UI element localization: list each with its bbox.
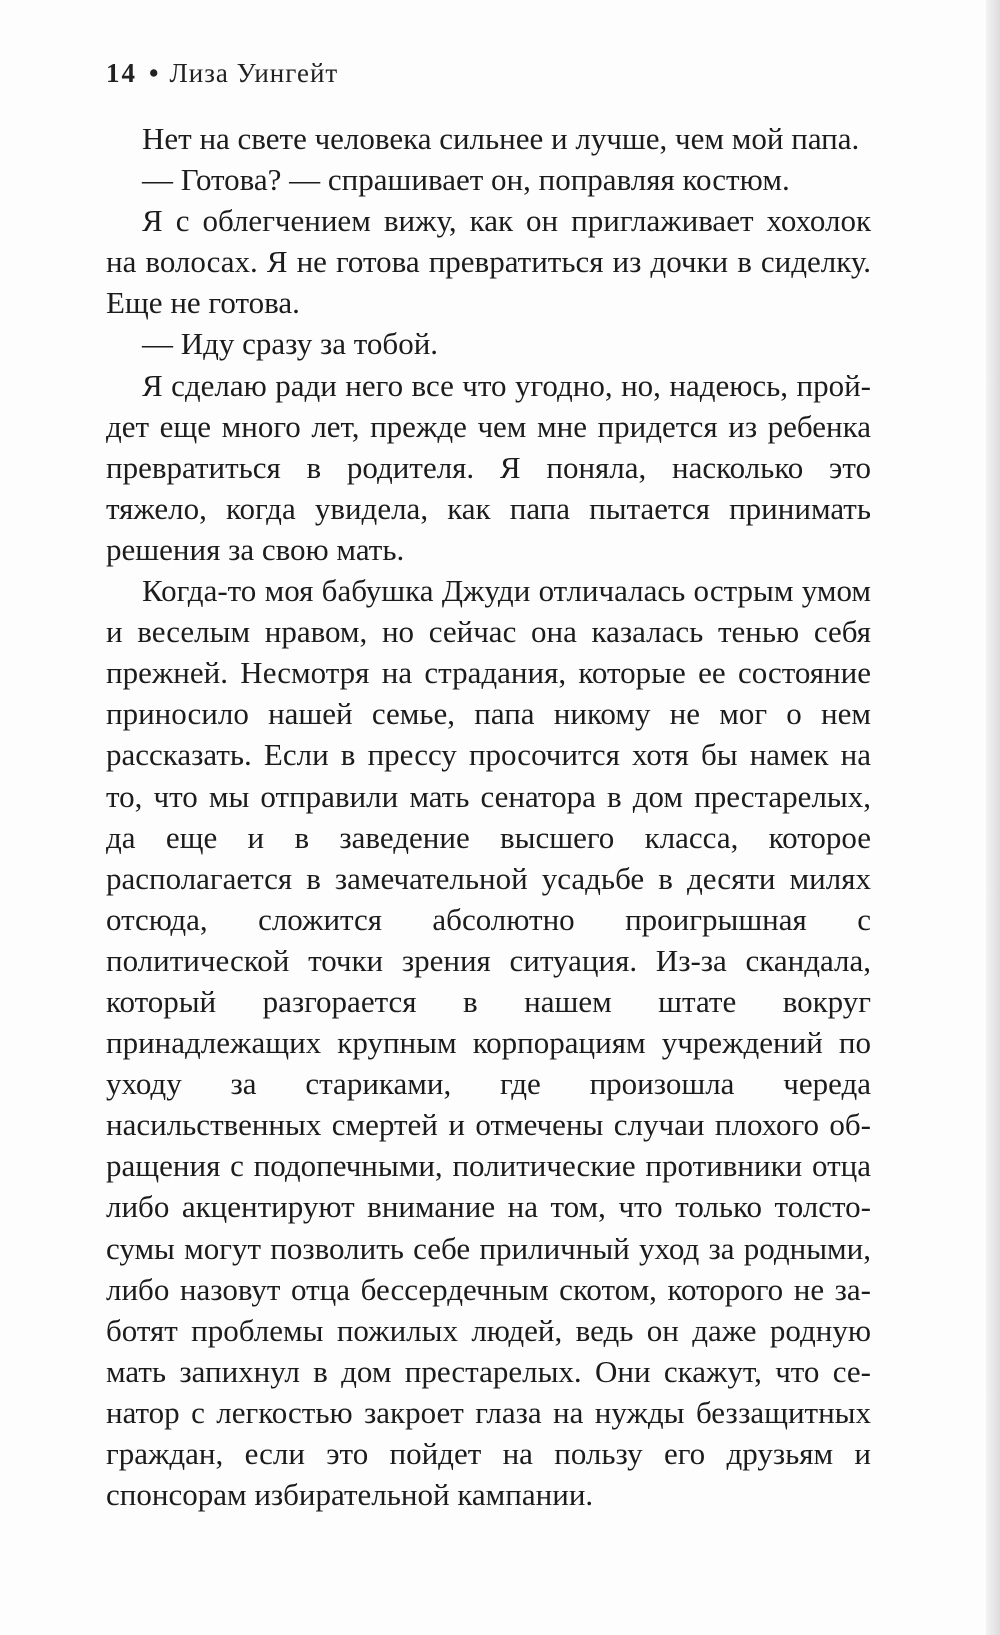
paragraph: Я сделаю ради него все что угодно, но, надеюсь, пройдет еще много лет, прежде чем мне придется из ребенка превратиться в родителя. Я поняла, насколько это тяжело, когда увидела, как папа пытается принимать решения за свою мать. <box>106 367 871 567</box>
page-edge-shadow <box>986 0 1000 1635</box>
author-name: Лиза Уингейт <box>169 58 339 88</box>
paragraph: — Готова? — спрашивает он, поправляя костюм. <box>142 162 790 198</box>
running-head <box>106 58 338 89</box>
paragraph: Я с облегчением вижу, как он приглаживает хохолок на волосах. Я не готова превратиться из дочки в сиделку. Еще не готова. <box>106 203 871 321</box>
page-number: 14 <box>106 58 137 88</box>
header-separator: • <box>149 58 160 88</box>
body-text <box>106 118 871 1515</box>
paragraph: — Иду сразу за тобой. <box>142 326 439 362</box>
paragraph: Нет на свете человека сильнее и лучше, чем мой папа. <box>142 121 860 156</box>
paragraph: Когда-то моя бабушка Джуди отличалась острым умом и веселым нравом, но сейчас она казалась тенью себя прежней. Несмотря на страдания, которые ее состояние приносило нашей семье, папа никому не мог о нем рассказать. Если в прессу просочится хотя бы намек на то, что мы отправили мать сенатора в дом престарелых, да еще и в заведение высшего класса, которое располагается в замечательной усадьбе в десяти милях отсюда, сложится абсолютно проигрышная с политической точки зрения ситуация. Из-за скандала, который разгорается в нашем штате вокруг принадлежащих крупным корпорациям учреждений по уходу за стариками, где произошла череда насильственных смертей и отмечены случаи плохого обращения с подопечными, политические противники отца либо акцентируют внимание на том, что только толстосумы могут позволить себе приличный уход за родными, либо назовут отца бессердечным скотом, которого не заботят проблемы пожилых людей, ведь он даже родную мать запихнул в дом престарелых. Они скажут, что сенатор с легкостью закроет глаза на нужды беззащитных граждан, если это пойдет на пользу его друзьям и спонсорам избирательной кампании. <box>106 573 871 1513</box>
